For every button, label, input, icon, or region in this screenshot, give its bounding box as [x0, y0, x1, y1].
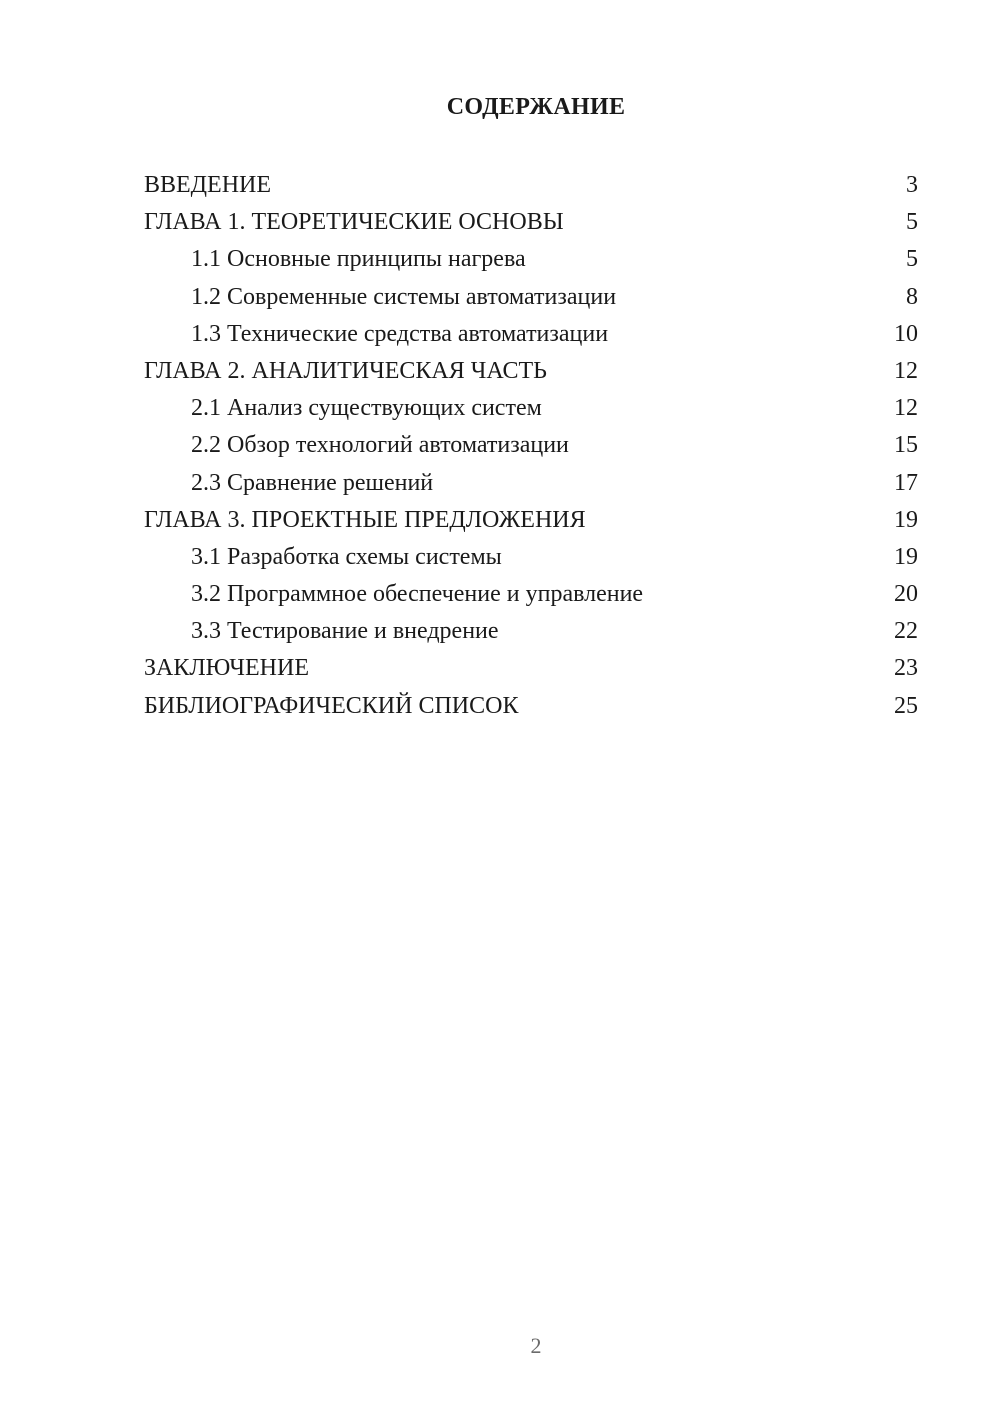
toc-entry-page: 15 — [894, 432, 918, 459]
toc-entry[interactable] — [144, 427, 918, 464]
toc-entry-page: 19 — [894, 506, 918, 533]
toc-entry-page: 17 — [894, 469, 918, 496]
toc-entry-label: ВВЕДЕНИЕ — [144, 172, 272, 198]
toc-entry-page: 23 — [894, 655, 918, 682]
toc-entry-page: 12 — [894, 395, 918, 422]
toc-entry-page: 19 — [894, 543, 918, 570]
toc-entry[interactable] — [144, 539, 918, 576]
toc-entry[interactable] — [144, 353, 918, 390]
toc-entry-page: 25 — [894, 692, 918, 719]
toc-entry[interactable] — [144, 465, 918, 502]
toc-entry[interactable] — [144, 688, 918, 725]
toc-entry-label: 1.2 Современные системы автоматизации — [191, 283, 617, 310]
toc-entry[interactable] — [144, 279, 918, 316]
toc-entry-label: 3.1 Разработка схемы системы — [191, 543, 502, 570]
toc-entry-label: 1.1 Основные принципы нагрева — [191, 246, 526, 273]
toc-entry[interactable] — [144, 650, 918, 687]
toc-entry-label: БИБЛИОГРАФИЧЕСКИЙ СПИСОК — [144, 692, 519, 719]
toc-entry-label: 1.3 Технические средства автоматизации — [191, 320, 609, 347]
toc-entry[interactable] — [144, 241, 918, 278]
toc-entry[interactable] — [144, 390, 918, 427]
toc-entry-label: 3.3 Тестирование и внедрение — [191, 618, 499, 645]
toc-entry-label: 2.2 Обзор технологий автоматизации — [191, 432, 569, 459]
page-number: 2 — [530, 1333, 542, 1358]
toc-entry-page: 20 — [894, 581, 918, 608]
toc-entry-label: ГЛАВА 2. АНАЛИТИЧЕСКАЯ ЧАСТЬ — [144, 357, 547, 384]
toc-entry-page: 22 — [894, 618, 918, 645]
toc-entry[interactable] — [144, 613, 918, 650]
toc-entry[interactable] — [144, 167, 918, 204]
toc-entry[interactable] — [144, 502, 918, 539]
toc-entry[interactable] — [144, 576, 918, 613]
toc-entry-label: 2.3 Сравнение решений — [191, 469, 434, 496]
toc-entry-label: ГЛАВА 3. ПРОЕКТНЫЕ ПРЕДЛОЖЕНИЯ — [144, 506, 586, 533]
toc-entry-label: 3.2 Программное обеспечение и управление — [191, 581, 644, 608]
toc-entry-page: 5 — [906, 209, 918, 236]
toc-entry-page: 12 — [894, 357, 918, 384]
toc-entry-page: 8 — [906, 283, 918, 310]
toc-entry-page: 5 — [906, 246, 918, 273]
toc-entry-label: ГЛАВА 1. ТЕОРЕТИЧЕСКИЕ ОСНОВЫ — [144, 209, 564, 236]
toc-entry-label: 2.1 Анализ существующих систем — [191, 395, 542, 422]
toc-entry-page: 3 — [906, 172, 918, 198]
toc-title: СОДЕРЖАНИЕ — [446, 94, 626, 120]
toc-entry-label: ЗАКЛЮЧЕНИЕ — [144, 655, 309, 682]
toc-entry-page: 10 — [894, 320, 918, 347]
toc-entry[interactable] — [144, 204, 918, 241]
table-of-contents — [144, 167, 918, 725]
toc-entry[interactable] — [144, 316, 918, 353]
